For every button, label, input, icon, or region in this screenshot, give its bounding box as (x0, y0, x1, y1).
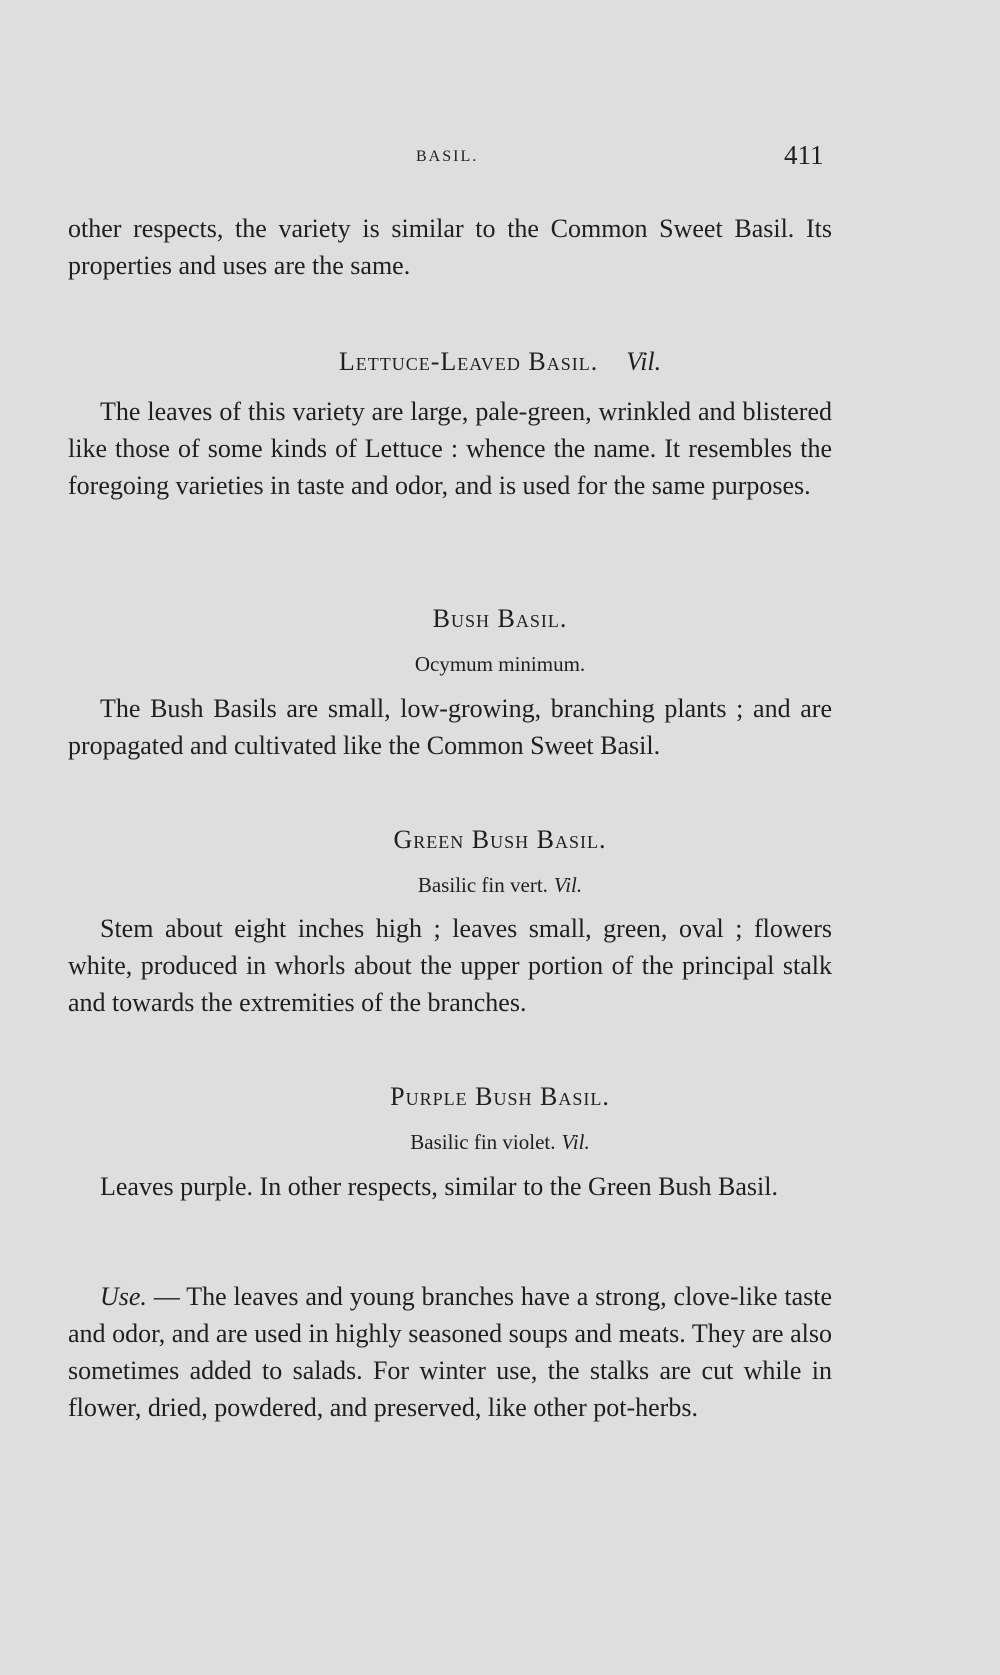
lettuce-leaved-basil-heading (0, 347, 1000, 377)
green-bush-basil-description (68, 910, 832, 1021)
use-body: — The leaves and young branches have a strong, clove-like taste and odor, and are used in highly seasoned soups and meats. They are also sometimes added to salads. For winter use, the stalks are cut while in flower, dried, powdered, and preserved, like other pot-herbs. (68, 1282, 833, 1422)
bush-basil-heading (0, 604, 1000, 634)
running-head (0, 140, 1000, 180)
lettuce-leaved-basil-description (68, 393, 832, 504)
paragraph-text: other respects, the variety is similar to the Common Sweet Basil. Its properties and uses are the same. (68, 214, 832, 280)
heading-title: Green Bush Basil. (393, 825, 607, 854)
french-name: Basilic fin violet. (410, 1130, 556, 1154)
page-number: 411 (784, 140, 824, 170)
use-label: Use. (100, 1282, 147, 1311)
latin-name: Ocymum minimum. (414, 652, 586, 676)
purple-bush-basil-french-name (0, 1130, 1000, 1155)
paragraph-text: The leaves of this variety are large, pale-green, wrinkled and blistered like those of some kinds of Lettuce : whence the name. It resembles the foregoing varieties in taste and odor, and is used for the same purposes. (68, 397, 832, 500)
vilmorin-abbrev: Vil. (626, 347, 662, 376)
heading-title: Purple Bush Basil. (390, 1082, 610, 1111)
running-title: BASIL. (416, 148, 479, 165)
vilmorin-abbrev: Vil. (553, 873, 583, 897)
paragraph-text: Stem about eight inches high ; leaves small, green, oval ; flowers white, produced in whorls about the upper portion of the principal stalk and towards the extremities of the branches. (68, 914, 832, 1017)
paragraph-text: The Bush Basils are small, low-growing, branching plants ; and are propagated and cultivated like the Common Sweet Basil. (68, 694, 832, 760)
heading-title: Lettuce-Leaved Basil. (338, 347, 599, 376)
green-bush-basil-french-name (0, 873, 1000, 898)
french-name: Basilic fin vert. (417, 873, 548, 897)
vilmorin-abbrev: Vil. (561, 1130, 590, 1154)
bush-basil-latin-name (0, 652, 1000, 677)
heading-title: Bush Basil. (432, 604, 568, 633)
bush-basil-description (68, 690, 832, 764)
use-text (68, 1278, 832, 1426)
continued-paragraph (68, 210, 832, 284)
green-bush-basil-heading (0, 825, 1000, 855)
use-paragraph (68, 1278, 832, 1426)
paragraph-text: Leaves purple. In other respects, similar to the Green Bush Basil. (100, 1172, 778, 1201)
purple-bush-basil-heading (0, 1082, 1000, 1112)
purple-bush-basil-description (68, 1168, 832, 1205)
